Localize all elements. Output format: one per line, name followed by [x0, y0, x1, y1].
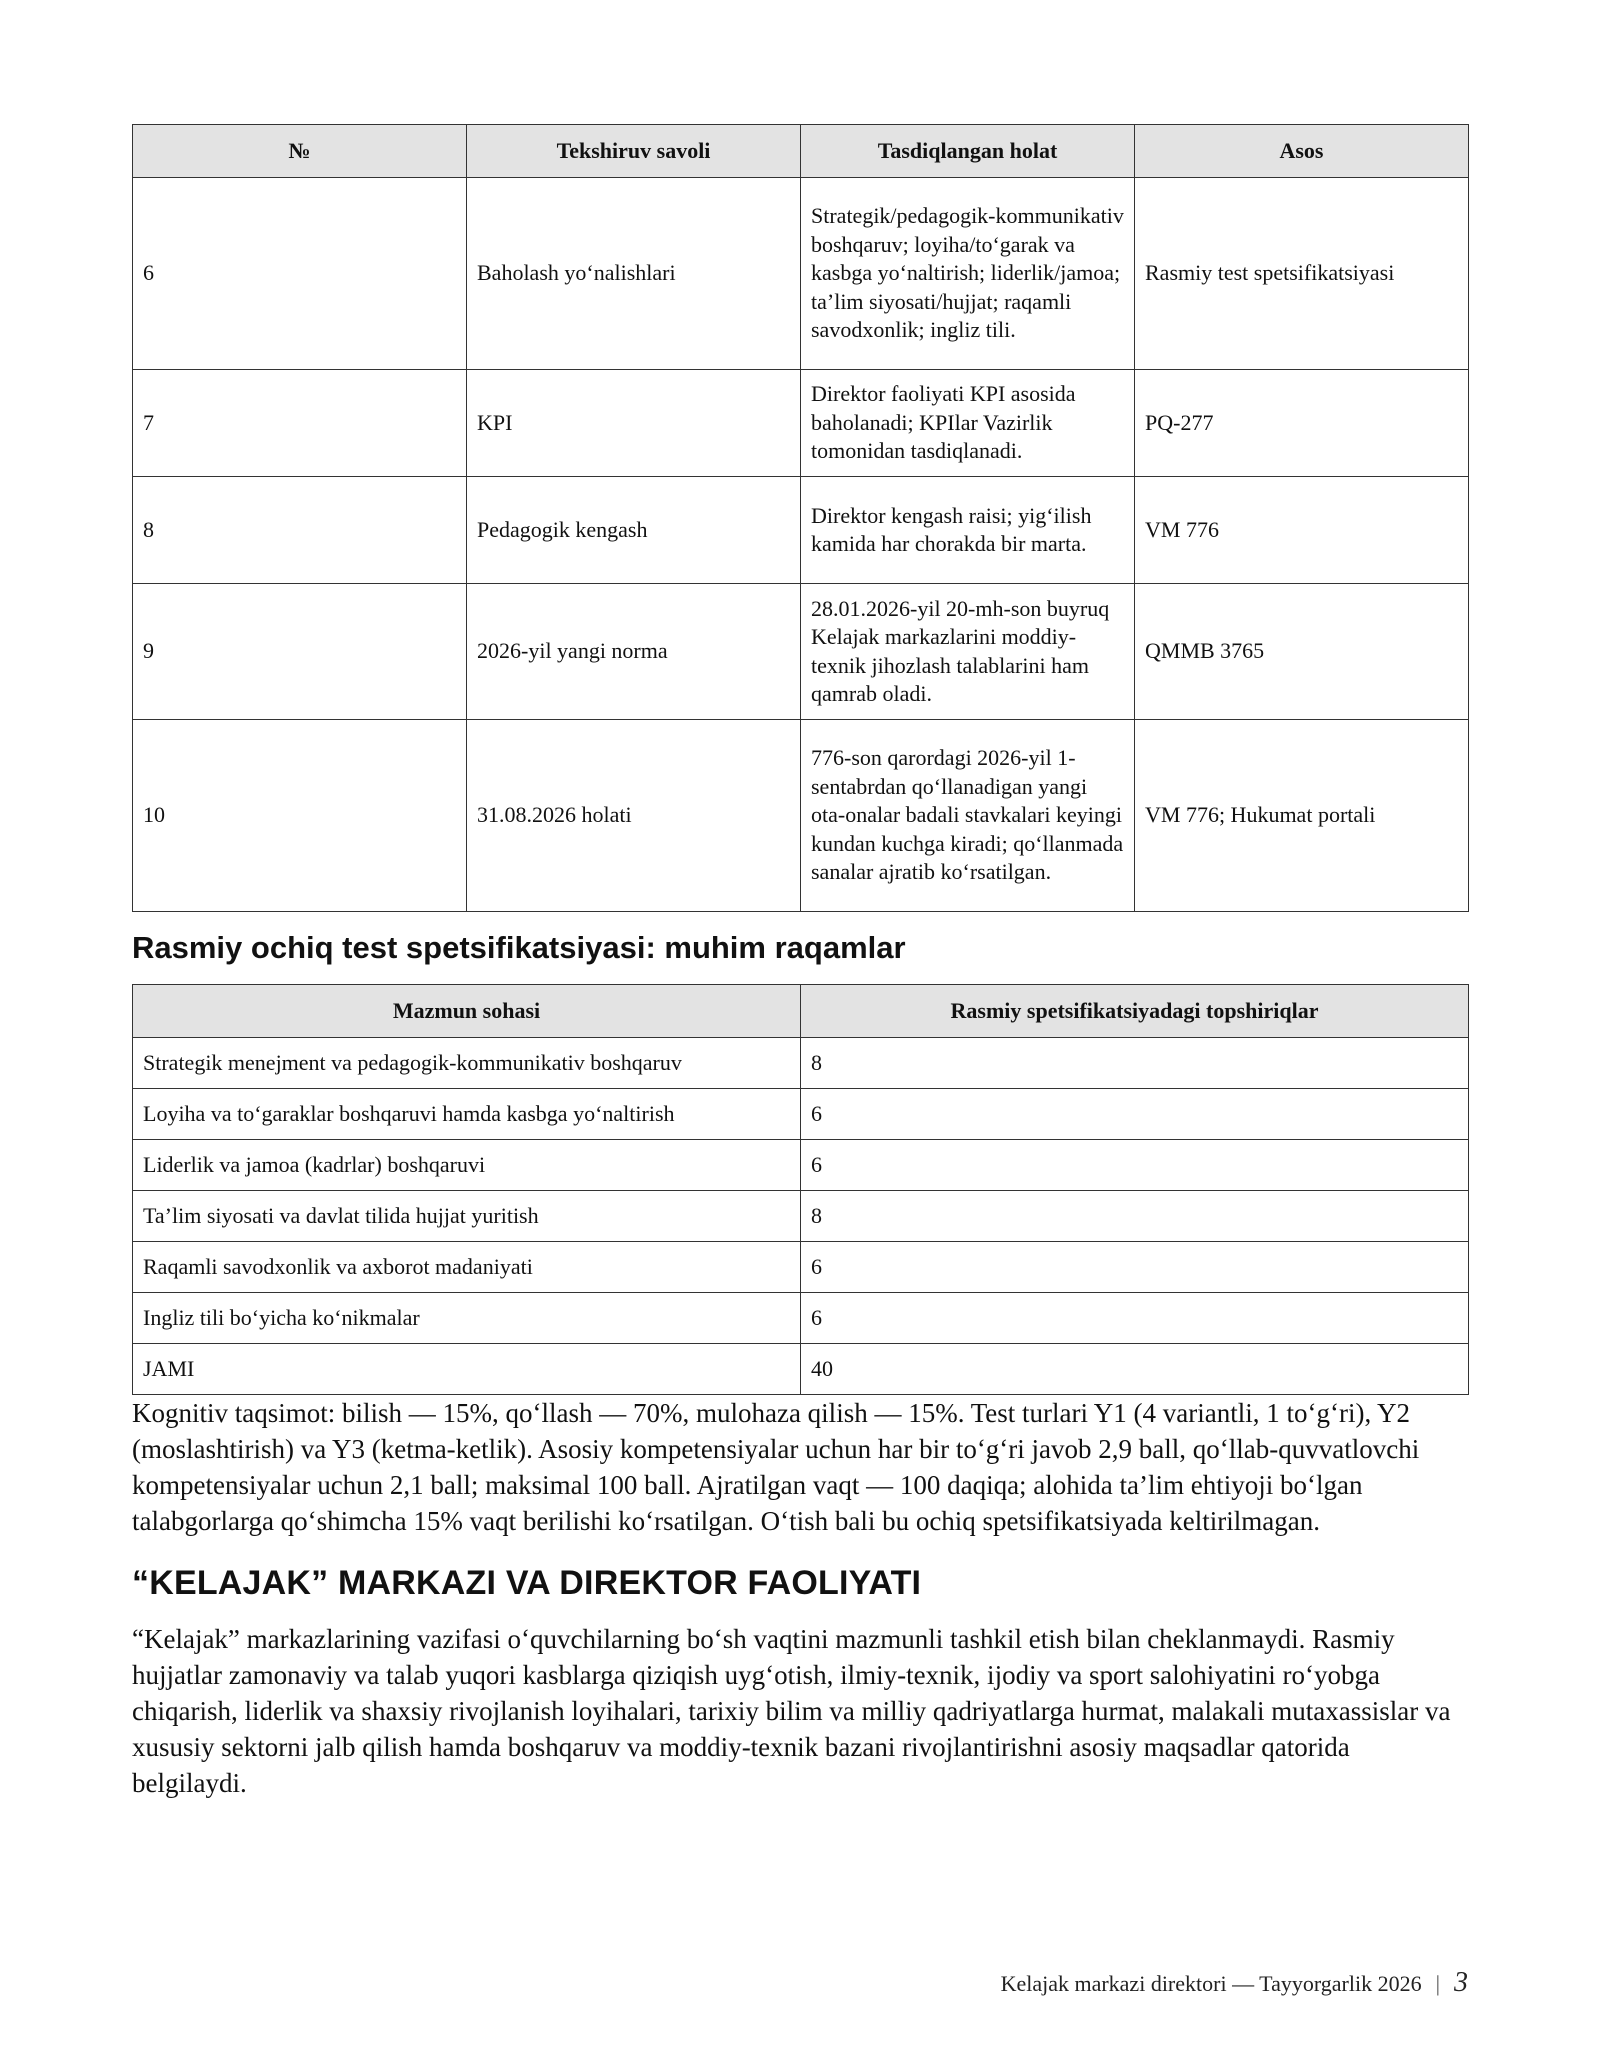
cell-area: JAMI — [133, 1344, 801, 1395]
cell-count: 40 — [801, 1344, 1469, 1395]
table-header-row — [133, 985, 1469, 1038]
cell-question: 31.08.2026 holati — [467, 720, 801, 912]
verification-table — [132, 124, 1469, 912]
cell-question: Baholash yo‘nalishlari — [467, 178, 801, 370]
cell-area: Ta’lim siyosati va davlat tilida hujjat yuritish — [133, 1191, 801, 1242]
cell-count: 6 — [801, 1140, 1469, 1191]
cell-status: Strategik/pedagogik-kommunikativ boshqaruv; loyiha/to‘garak va kasbga yo‘naltirish; liderlik/jamoa; ta’lim siyosati/hujjat; raqamli savodxonlik; ingliz tili. — [801, 178, 1135, 370]
table-row — [133, 1140, 1469, 1191]
cell-question: KPI — [467, 370, 801, 477]
cell-basis: VM 776 — [1135, 477, 1469, 584]
column-header-number: № — [133, 125, 467, 178]
table-row-total — [133, 1344, 1469, 1395]
cell-status: 776-son qarordagi 2026-yil 1-sentabrdan qo‘llanadigan yangi ota-onalar badali stavkalari keyingi kundan kuchga kiradi; qo‘llanmada sanalar ajratib ko‘rsatilgan. — [801, 720, 1135, 912]
cell-area: Strategik menejment va pedagogik-kommunikativ boshqaruv — [133, 1038, 801, 1089]
cell-number: 10 — [133, 720, 467, 912]
cell-number: 6 — [133, 178, 467, 370]
spec-table — [132, 984, 1469, 1395]
table-row — [133, 720, 1469, 912]
cell-basis: Rasmiy test spetsifikatsiyasi — [1135, 178, 1469, 370]
section-heading: “KELAJAK” MARKAZI VA DIREKTOR FAOLIYATI — [132, 1564, 922, 1602]
footer-separator: | — [1435, 1971, 1440, 1996]
table-row — [133, 1293, 1469, 1344]
cell-count: 6 — [801, 1089, 1469, 1140]
spec-paragraph: Kognitiv taqsimot: bilish — 15%, qo‘llash — 70%, mulohaza qilish — 15%. Test turlari Y1 (4 variantli, 1 to‘g‘ri), Y2 (moslashtirish) va Y3 (ketma-ketlik). Asosiy kompetensiyalar uchun har bir to‘g‘ri javob 2,9 ball, qo‘llab-quvvatlovchi kompetensiyalar uchun 2,1 ball; maksimal 100 ball. Ajratilgan vaqt — 100 daqiqa; alohida ta’lim ehtiyoji bo‘lgan talabgorlarga qo‘shimcha 15% vaqt berilishi ko‘rsatilgan. O‘tish bali bu ochiq spetsifikatsiyada keltirilmagan. — [132, 1398, 1420, 1536]
column-header-basis: Asos — [1135, 125, 1469, 178]
cell-basis: VM 776; Hukumat portali — [1135, 720, 1469, 912]
table-row — [133, 1242, 1469, 1293]
cell-status: Direktor faoliyati KPI asosida baholanadi; KPIlar Vazirlik tomonidan tasdiqlanadi. — [801, 370, 1135, 477]
cell-question: 2026-yil yangi norma — [467, 584, 801, 720]
cell-status: 28.01.2026-yil 20-mh-son buyruq Kelajak markazlarini moddiy-texnik jihozlash talablarini ham qamrab oladi. — [801, 584, 1135, 720]
cell-basis: QMMB 3765 — [1135, 584, 1469, 720]
cell-status: Direktor kengash raisi; yig‘ilish kamida har chorakda bir marta. — [801, 477, 1135, 584]
cell-count: 8 — [801, 1191, 1469, 1242]
table-row — [133, 1038, 1469, 1089]
page-footer — [1001, 1967, 1468, 1999]
cell-number: 7 — [133, 370, 467, 477]
cell-area: Liderlik va jamoa (kadrlar) boshqaruvi — [133, 1140, 801, 1191]
table-row — [133, 1089, 1469, 1140]
table-row — [133, 370, 1469, 477]
cell-area: Loyiha va to‘garaklar boshqaruvi hamda kasbga yo‘naltirish — [133, 1089, 801, 1140]
footer-text: Kelajak markazi direktori — Tayyorgarlik 2026 — [1000, 1971, 1422, 1996]
cell-count: 6 — [801, 1242, 1469, 1293]
table-row — [133, 477, 1469, 584]
table-row — [133, 1191, 1469, 1242]
cell-basis: PQ-277 — [1135, 370, 1469, 477]
cell-count: 8 — [801, 1038, 1469, 1089]
column-header-question: Tekshiruv savoli — [467, 125, 801, 178]
column-header-area: Mazmun sohasi — [133, 985, 801, 1038]
cell-area: Raqamli savodxonlik va axborot madaniyati — [133, 1242, 801, 1293]
table-header-row — [133, 125, 1469, 178]
column-header-tasks: Rasmiy spetsifikatsiyadagi topshiriqlar — [801, 985, 1469, 1038]
spec-heading: Rasmiy ochiq test spetsifikatsiyasi: muhim raqamlar — [132, 930, 906, 965]
table-row — [133, 584, 1469, 720]
page-number: 3 — [1454, 1967, 1468, 1998]
column-header-status: Tasdiqlangan holat — [801, 125, 1135, 178]
cell-number: 9 — [133, 584, 467, 720]
cell-area: Ingliz tili bo‘yicha ko‘nikmalar — [133, 1293, 801, 1344]
cell-count: 6 — [801, 1293, 1469, 1344]
document-page — [132, 124, 1468, 1801]
cell-number: 8 — [133, 477, 467, 584]
section-paragraph: “Kelajak” markazlarining vazifasi o‘quvchilarning bo‘sh vaqtini mazmunli tashkil etish bilan cheklanmaydi. Rasmiy hujjatlar zamonaviy va talab yuqori kasblarga qiziqish uyg‘otish, ilmiy-texnik, ijodiy va sport salohiyatini ro‘yobga chiqarish, liderlik va shaxsiy rivojlanish loyihalari, tarixiy bilim va milliy qadriyatlarga hurmat, malakali mutaxassislar va xususiy sektorni jalb qilish hamda boshqaruv va moddiy-texnik bazani rivojlantirishni asosiy maqsadlar qatorida belgilaydi. — [132, 1624, 1451, 1798]
table-row — [133, 178, 1469, 370]
cell-question: Pedagogik kengash — [467, 477, 801, 584]
